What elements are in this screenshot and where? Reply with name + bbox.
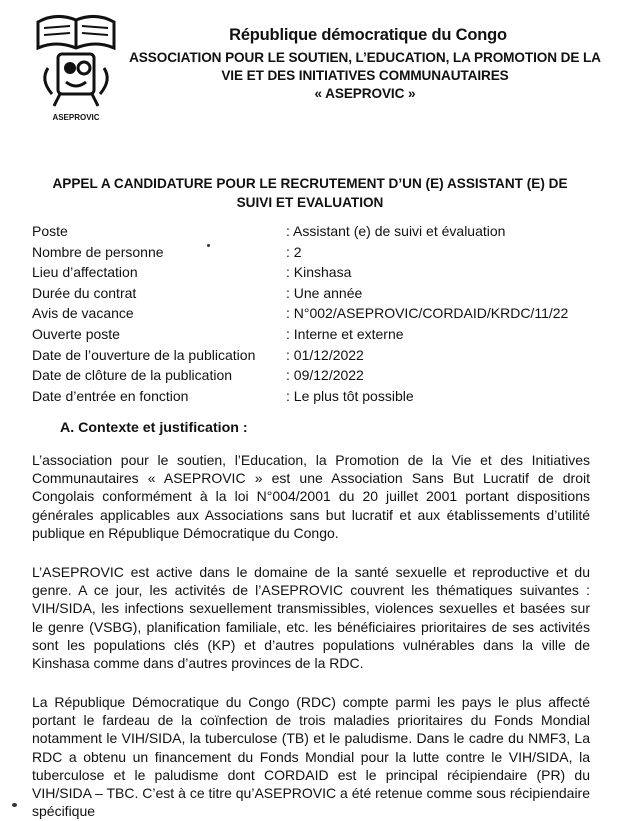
- info-row: [32, 345, 612, 366]
- aseprovic-logo: [30, 8, 122, 126]
- info-value: : N°002/ASEPROVIC/CORDAID/KRDC/11/22: [286, 305, 569, 322]
- info-row: [32, 365, 612, 386]
- info-label: Date d’entrée en fonction: [32, 387, 189, 404]
- paragraph: L’association pour le soutien, l’Education, la Promotion de la Vie et des Initiatives Communautaires « ASEPROVIC » est une Association Sans But Lucratif de droit Congolais conformément à la loi N°004/2001 du 20 juillet 2001 portant dispositions générales applicables aux Associations sans but lucratif et aux établissements d’utilité publique en République Démocratique du Congo.: [32, 452, 590, 541]
- organization-name: [120, 49, 610, 103]
- org-line-2: VIE ET DES INITIATIVES COMMUNAUTAIRES: [221, 68, 509, 83]
- org-line-3: « ASEPROVIC »: [314, 86, 416, 101]
- info-row: [32, 386, 612, 407]
- info-value: : 2: [286, 243, 302, 260]
- logo-text: ASEPROVIC: [52, 113, 100, 122]
- info-label: Durée du contrat: [32, 284, 137, 301]
- info-row: [32, 324, 612, 345]
- info-row: [32, 283, 612, 304]
- info-row: [32, 303, 612, 324]
- info-value: : Une année: [286, 284, 363, 301]
- info-row: [32, 221, 612, 242]
- info-label: Avis de vacance: [32, 305, 134, 322]
- paragraph: L’ASEPROVIC est active dans le domaine de la santé sexuelle et reproductive et du genre. A ce jour, les activités de l’ASEPROVIC couvrent les thématiques suivantes : VIH/SIDA, les infections sexuellement transmissibles, violences sexuelles et basées sur le genre (VSBG), planification familiale, etc. les bénéficiaires prioritaires de ses activités sont les populations clés (KP) et d’autres populations vulnérables dans la ville de Kinshasa comme dans d’autres provinces de la RDC.: [32, 564, 590, 672]
- job-info-table: [32, 221, 612, 406]
- republic-heading: République démocratique du Congo: [229, 26, 507, 44]
- info-label: Ouverte poste: [32, 325, 120, 342]
- scan-speck: [207, 244, 210, 247]
- info-label: Poste: [32, 223, 68, 239]
- section-heading-context: A. Contexte et justification :: [60, 420, 248, 436]
- info-value: : 09/12/2022: [286, 367, 364, 384]
- info-value: : Kinshasa: [286, 264, 352, 281]
- info-value: : Interne et externe: [286, 325, 404, 342]
- info-row: [32, 242, 612, 263]
- info-label: Date de clôture de la publication: [32, 367, 233, 384]
- paragraph: La République Démocratique du Congo (RDC) compte parmi les pays le plus affecté portant le fardeau de la coïnfection de trois maladies prioritaires du Fonds Mondial notamment le VIH/SIDA, la tuberculose (TB) et le paludisme. Dans le cadre du NMF3, La RDC a obtenu un financement du Fonds Mondial pour la lutte contre le VIH/SIDA, la tuberculose et le paludisme dont CORDAID est le principal récipiendaire (PR) du VIH/SIDA – TBC. C’est à ce titre qu’ASEPROVIC a été retenue comme sous récipiendaire spécifique: [32, 694, 590, 820]
- info-value: : Assistant (e) de suivi et évaluation: [286, 223, 506, 239]
- document-title: [20, 174, 600, 212]
- scan-speck: [12, 803, 17, 807]
- info-row: [32, 262, 612, 283]
- info-label: Lieu d’affectation: [32, 264, 138, 281]
- info-value: : 01/12/2022: [286, 346, 364, 363]
- info-value: : Le plus tôt possible: [286, 387, 414, 404]
- info-label: Date de l’ouverture de la publication: [32, 346, 256, 363]
- title-line-2: SUIVI ET EVALUATION: [236, 195, 384, 210]
- info-label: Nombre de personne: [32, 243, 164, 260]
- title-line-1: APPEL A CANDIDATURE POUR LE RECRUTEMENT D’UN (E) ASSISTANT (E) DE: [52, 176, 568, 191]
- letterhead: [120, 26, 610, 103]
- org-line-1: ASSOCIATION POUR LE SOUTIEN, L’EDUCATION, LA PROMOTION DE LA: [129, 50, 601, 65]
